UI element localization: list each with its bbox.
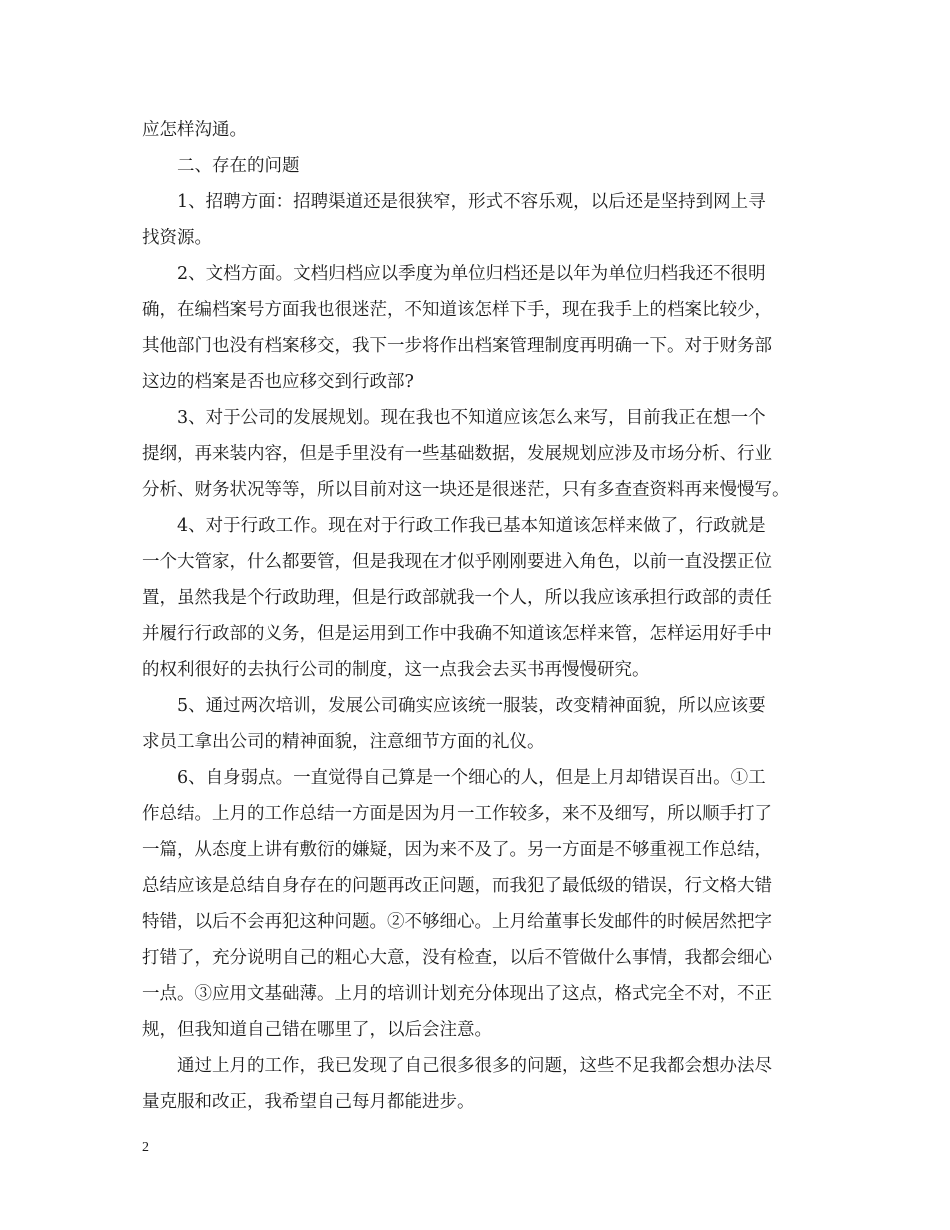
text-line: 量克服和改正，我希望自己每月都能进步。 — [142, 1092, 475, 1112]
text-line: 提纲，再来装内容，但是手里没有一些基础数据，发展规划应涉及市场分析、行业 — [142, 444, 772, 464]
text-line: 一篇，从态度上讲有敷衍的嫌疑，因为来不及了。另一方面是不够重视工作总结， — [142, 840, 772, 860]
text-line: 特错，以后不会再犯这种问题。②不够细心。上月给董事长发邮件的时候居然把字 — [142, 912, 772, 932]
text-line: 并履行行政部的义务，但是运用到工作中我确不知道该怎样来管，怎样运用好手中 — [142, 624, 772, 644]
text-line: 这边的档案是否也应移交到行政部? — [142, 372, 414, 392]
text-line: 应怎样沟通。 — [142, 120, 247, 140]
text-line: 5、通过两次培训，发展公司确实应该统一服装，改变精神面貌，所以应该要 — [177, 696, 766, 716]
text-line: 3、对于公司的发展规划。现在我也不知道应该怎么来写，目前我正在想一个 — [177, 408, 766, 428]
text-line: 2、文档方面。文档归档应以季度为单位归档还是以年为单位归档我还不很明 — [177, 264, 766, 284]
text-line: 打错了，充分说明自己的粗心大意，没有检查，以后不管做什么事情，我都会细心 — [142, 948, 772, 968]
text-line: 分析、财务状况等等，所以目前对这一块还是很迷茫，只有多查查资料再来慢慢写。 — [142, 480, 790, 500]
document-body — [142, 112, 812, 1120]
text-line: 求员工拿出公司的精神面貌，注意细节方面的礼仪。 — [142, 732, 545, 752]
text-line: 4、对于行政工作。现在对于行政工作我已基本知道该怎样来做了，行政就是 — [177, 516, 766, 536]
text-line: 二、存在的问题 — [177, 156, 300, 176]
text-line: 确，在编档案号方面我也很迷茫，不知道该怎样下手，现在我手上的档案比较少， — [142, 300, 772, 320]
text-line: 置，虽然我是个行政助理，但是行政部就我一个人，所以我应该承担行政部的责任 — [142, 588, 772, 608]
text-line: 作总结。上月的工作总结一方面是因为月一工作较多，来不及细写，所以顺手打了 — [142, 804, 772, 824]
text-line: 6、自身弱点。一直觉得自己算是一个细心的人，但是上月却错误百出。①工 — [177, 768, 766, 788]
text-line: 一点。③应用文基础薄。上月的培训计划充分体现出了这点，格式完全不对，不正 — [142, 984, 772, 1004]
text-line: 找资源。 — [142, 228, 212, 248]
page-number: 2 — [142, 1140, 149, 1155]
text-line: 一个大管家，什么都要管，但是我现在才似乎刚刚要进入角色，以前一直没摆正位 — [142, 552, 772, 572]
text-line: 通过上月的工作，我已发现了自己很多很多的问题，这些不足我都会想办法尽 — [177, 1056, 772, 1076]
text-line: 其他部门也没有档案移交，我下一步将作出档案管理制度再明确一下。对于财务部 — [142, 336, 772, 356]
text-line: 的权利很好的去执行公司的制度，这一点我会去买书再慢慢研究。 — [142, 660, 650, 680]
text-line: 总结应该是总结自身存在的问题再改正问题，而我犯了最低级的错误，行文格大错 — [142, 876, 772, 896]
text-line: 1、招聘方面：招聘渠道还是很狭窄，形式不容乐观，以后还是坚持到网上寻 — [177, 192, 766, 212]
text-line: 规，但我知道自己错在哪里了，以后会注意。 — [142, 1020, 492, 1040]
